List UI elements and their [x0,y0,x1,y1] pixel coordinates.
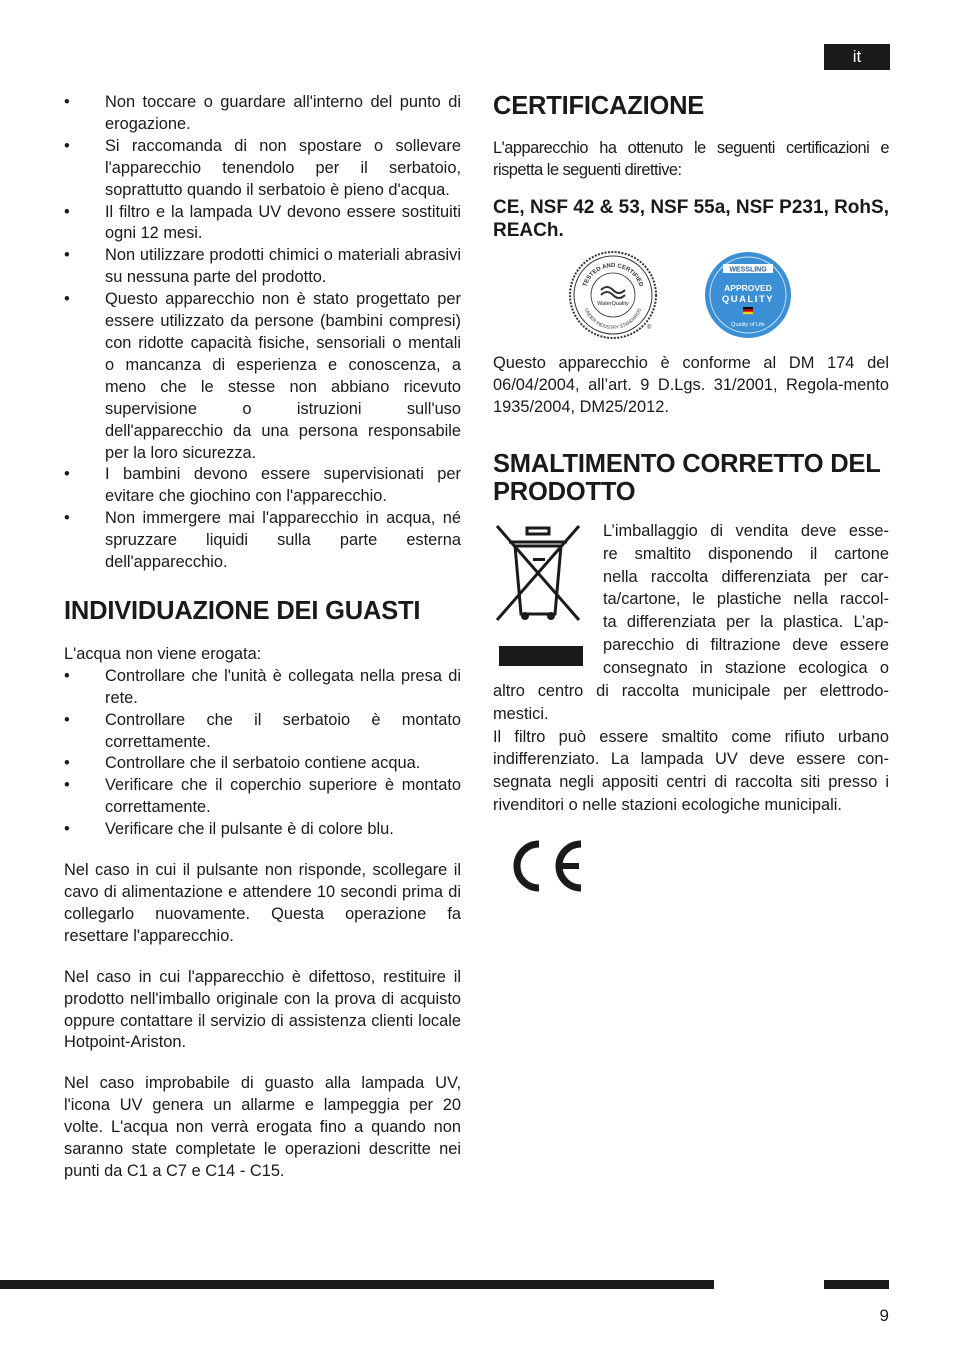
footer-bar-right [824,1280,889,1289]
text-line: parecchio di filtrazione deve essere [603,635,889,654]
language-tab: it [824,44,890,70]
left-column [64,92,461,1183]
dm-compliance-text: Questo apparecchio è conforme al DM 174 del 06/04/2004, all’art. 9 D.Lgs. 31/2001, Regola-mento 1935/2004, DM25/2012. [493,354,889,416]
seal-center-text: WaterQuality [597,301,629,307]
list-item: • I bambini devono essere supervisionati per evitare che giochino con l'apparecchio. [64,464,461,508]
text-line: ta/cartone, le plastiche nella raccol- [603,590,889,609]
list-item: • Si raccomanda di non spostare o sollevare l'apparecchio tenendolo per il serbatoio, soprattutto quando il serbatoio è pieno d'acqua. [64,136,461,202]
disposal-continuation: altro centro di raccolta municipale per elettrodo-mestici. [493,682,889,723]
text-line: nella raccolta differenziata per car- [603,567,889,586]
safety-bullet-list [64,92,461,574]
seal-ring-text: TESTED AND CERTIFIED [582,262,644,288]
reset-paragraph: Nel caso in cui il pulsante non risponde, scollegare il cavo di alimentazione e attendere 10 secondi prima di collegarlo nuovamente. Questa operazione fa resettare l'apparecchio. [64,861,461,945]
no-water-intro: L'acqua non viene erogata: [64,644,262,663]
list-item: • Questo apparecchio non è stato progettato per essere utilizzato da persone (bambini compresi) con ridotte capacità fisiche, sensoriali o mentali o mancanza di esperienza e conoscenza, a meno che le stesse non abbiano ricevuto supervisione o istruzioni sull'uso dell'apparecchio da una persona responsabile per la loro sicurezza. [64,289,461,464]
certification-heading: CERTIFICAZIONE [493,92,705,120]
list-item: • Non immergere mai l'apparecchio in acqua, né spruzzare liquidi sulla parte esterna dell'apparecchio. [64,508,461,574]
defect-paragraph: Nel caso in cui l'apparecchio è difettoso, restituire il prodotto nell'imballo originale con la prova di acquisto oppure contattare il servizio di assistenza clienti locale Hotpoint-Ariston. [64,967,461,1052]
text-line: re smaltito disponendo il cartone [603,544,889,563]
registered-mark: ® [647,325,652,331]
text-line: L’imballaggio di vendita deve esse- [603,522,889,540]
wessling-brand: WESSLING [729,266,767,274]
wessling-tagline: Quality of Life [731,322,765,328]
ce-mark-icon [509,838,585,894]
list-item: • Non utilizzare prodotti chimici o materiali abrasivi su nessuna parte del prodotto. [64,245,461,289]
uv-failure-paragraph: Nel caso improbabile di guasto alla lampada UV, l'icona UV genera un allarme e lampeggia per 20 volte. L'acqua non verrà erogata fino a quando non saranno state completate le operazioni descritte nei punti da C1 a C7 e C14 - C15. [64,1074,461,1180]
checks-bullet-list [64,666,461,841]
text-line: consegnato in stazione ecologica o [603,658,889,677]
crossed-out-bin-icon [493,522,583,668]
troubleshooting-heading: INDIVIDUAZIONE DEI GUASTI [64,596,421,625]
page-number: 9 [879,1306,889,1325]
list-item: • Verificare che il pulsante è di colore blu. [64,819,461,841]
list-item: • Controllare che l'unità è collegata nella presa di rete. [64,666,461,710]
right-lower-column [493,353,889,506]
approved-text: APPROVED [724,283,772,293]
seal-bottom-text: UNDER INDUSTRY STANDARDS [582,307,644,332]
list-item: • Verificare che il coperchio superiore è montato correttamente. [64,775,461,819]
list-item: • Non toccare o guardare all'interno del punto di erogazione. [64,92,461,136]
certification-list: CE, NSF 42 & 53, NSF 55a, NSF P231, RohS, REACh. [493,196,889,241]
disposal-heading: SMALTIMENTO CORRETTO DEL PRODOTTO [493,449,881,506]
certification-intro: L'apparecchio ha ottenuto le seguenti certificazioni e rispetta le seguenti direttive: [493,139,889,179]
wessling-quality-seal [703,250,793,340]
list-item: • Controllare che il serbatoio è montato correttamente. [64,710,461,754]
quality-text: QUALITY [721,294,775,305]
water-quality-seal [568,250,658,340]
text-line: ta differenziata per la plastica. L’ap- [603,613,889,632]
list-item: • Il filtro e la lampada UV devono essere sostituiti ogni 12 mesi. [64,202,461,246]
german-flag-icon [743,307,753,314]
disposal-full-text [493,680,889,817]
right-column [493,92,889,242]
footer-bar [0,1280,714,1289]
list-item: • Controllare che il serbatoio contiene acqua. [64,753,461,775]
filter-disposal-paragraph: Il filtro può essere smaltito come rifiuto urbano indifferenziato. La lampada UV deve essere con-segnata negli appositi centri di raccolta siti presso i rivenditori o nelle stazioni ecologiche municipali. [493,727,889,814]
disposal-narrow-text [603,520,889,680]
